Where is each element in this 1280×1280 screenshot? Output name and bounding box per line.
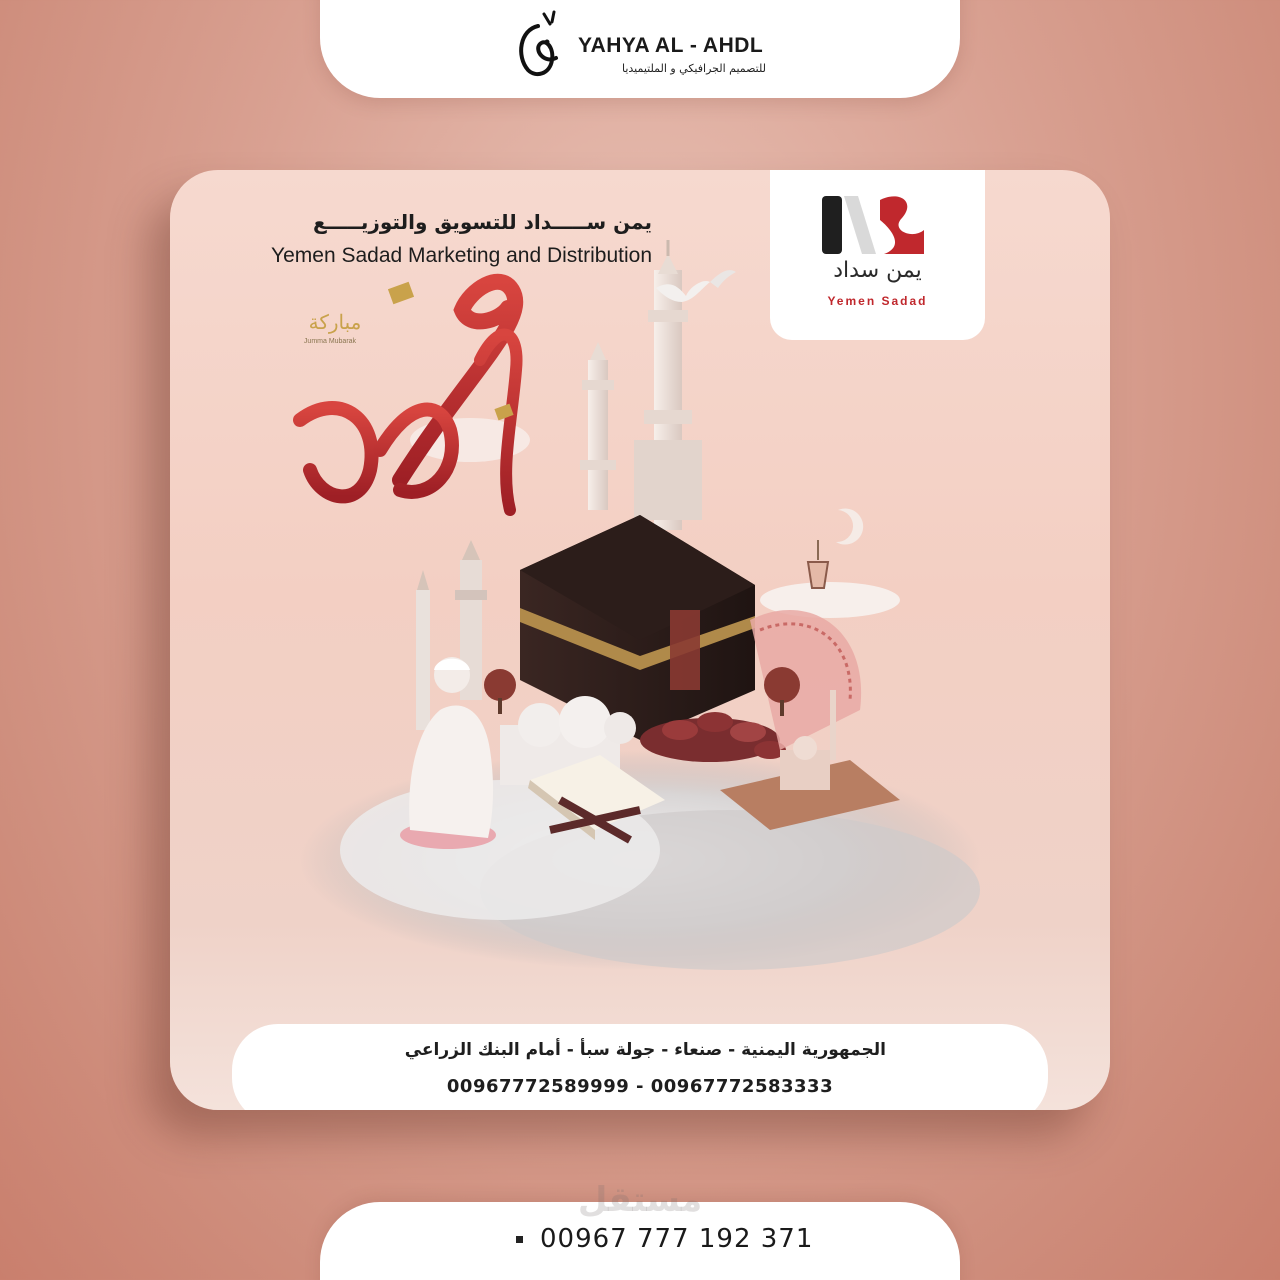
- company-name-arabic: يمن ســـــداد للتسويق والتوزيـــــع: [313, 210, 652, 234]
- bullet-icon: [516, 1236, 523, 1243]
- company-name-english: Yemen Sadad Marketing and Distribution: [271, 244, 652, 267]
- minaret: [416, 570, 430, 730]
- crescent-moon-icon: [836, 509, 863, 545]
- brand-name-arabic: يمن سداد: [833, 258, 922, 283]
- clock-tower: [634, 240, 702, 530]
- tree: [484, 669, 516, 714]
- yemen-sadad-logo-icon: [820, 190, 930, 260]
- kaaba: [520, 515, 755, 740]
- mubarak-arabic: مباركة: [308, 310, 362, 334]
- dove-icon: [710, 270, 736, 288]
- watermark: مستقل: [577, 1180, 703, 1220]
- minaret: [580, 342, 616, 510]
- mubarak-english: Jumma Mubarak: [303, 338, 357, 345]
- poster-card: [170, 170, 1110, 1110]
- designer-signature-logo: [510, 8, 570, 88]
- designer-tagline: للتصميم الجرافيكي و الملتيميديا: [621, 62, 766, 75]
- lantern-icon: [808, 540, 828, 588]
- designer-name: YAHYA AL - AHDL: [578, 34, 764, 57]
- contact-info-bar: [232, 1024, 1048, 1110]
- address: الجمهورية اليمنية - صنعاء - جولة سبأ - أمام البنك الزراعي: [404, 1040, 886, 1060]
- brand-name-english: Yemen Sadad: [827, 294, 928, 308]
- phone-numbers: 00967772589999 - 00967772583333: [446, 1076, 834, 1097]
- designer-phone: 00967 777 192 371: [540, 1224, 814, 1254]
